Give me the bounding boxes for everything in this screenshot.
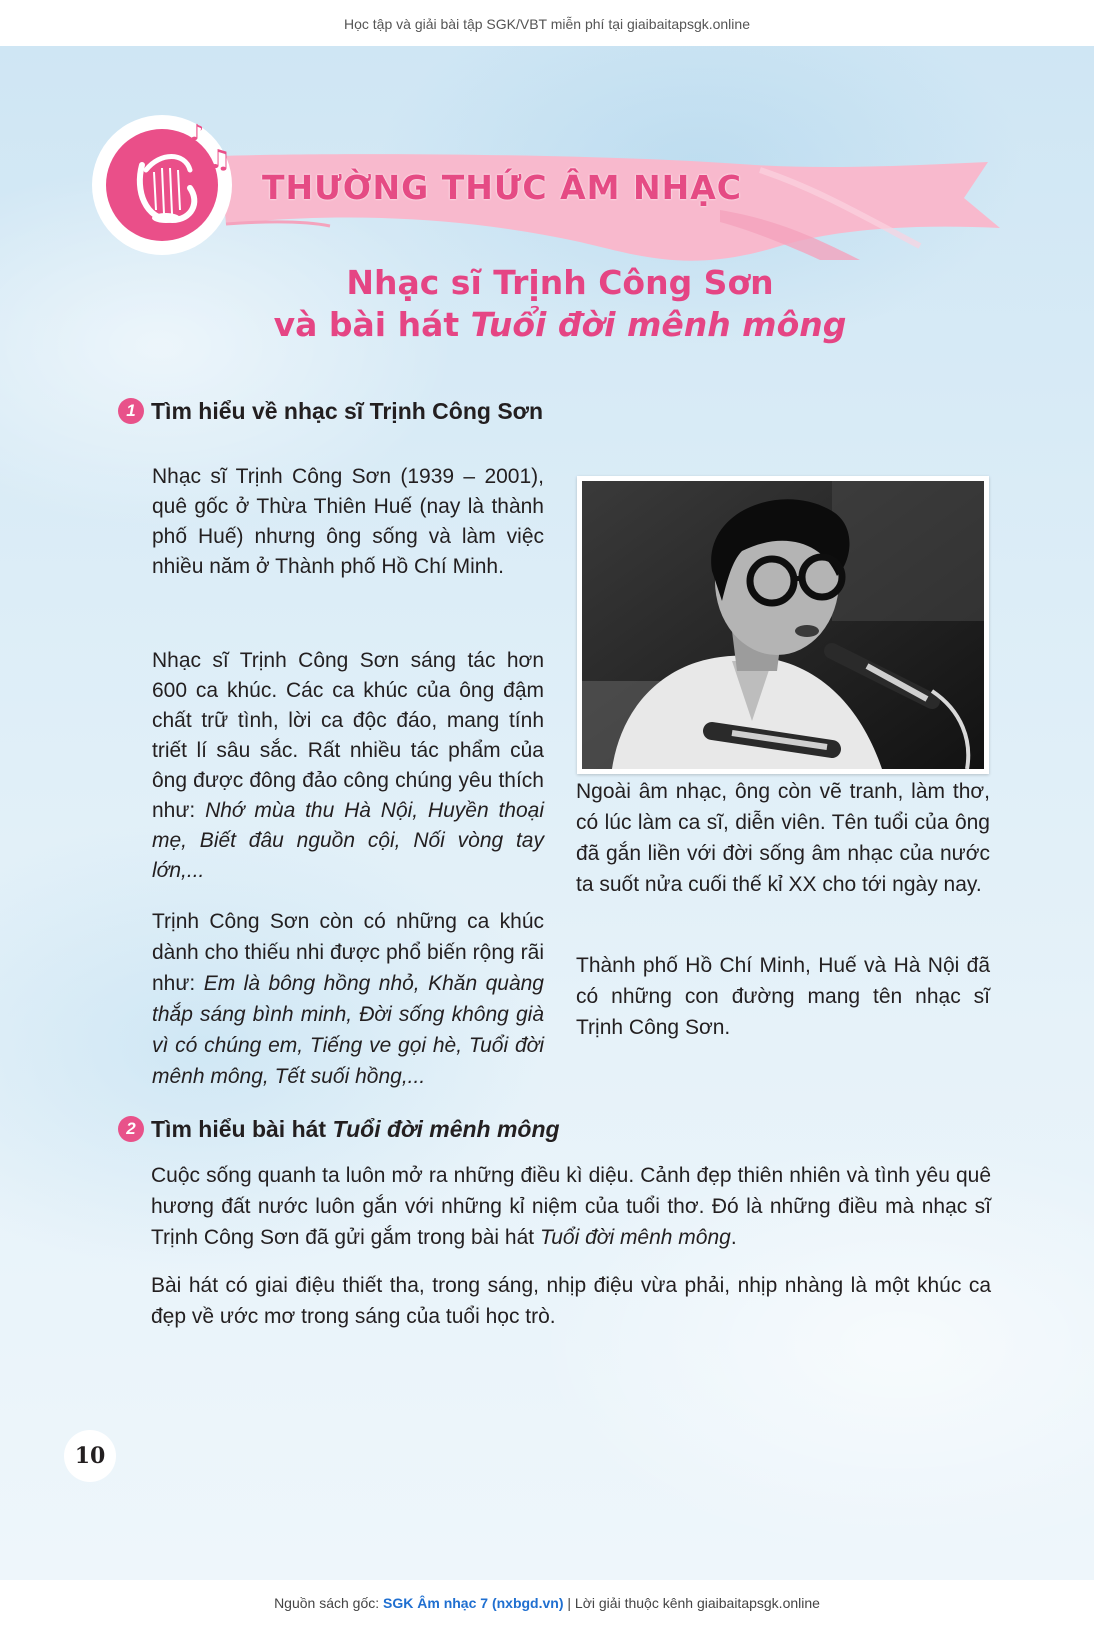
- music-lyre-icon: [90, 110, 240, 260]
- section1-p3-text: Trịnh Công Sơn còn có những ca khúc dành cho thiếu nhi được phổ biến rộng rãi như:: [152, 910, 544, 995]
- textbook-page: [0, 46, 1094, 1580]
- section1-paragraph-4: Ngoài âm nhạc, ông còn vẽ tranh, làm thơ, có lúc làm ca sĩ, diễn viên. Tên tuổi của ông đã gắn liền với đời sống âm nhạc của nước ta suốt nửa cuối thế kỉ XX cho tới ngày nay.: [576, 780, 990, 896]
- section2-number-badge: 2: [118, 1116, 144, 1142]
- section2-title-prefix: Tìm hiểu bài hát: [151, 1116, 333, 1142]
- section2-p1-end: .: [730, 1226, 737, 1249]
- section1-p2-text: Nhạc sĩ Trịnh Công Sơn sáng tác hơn 600 ca khúc. Các ca khúc của ông đậm chất trữ tình, lời ca độc đáo, mang tính triết lí sâu sắc. Rất nhiều tác phẩm của ông được đông đảo công chúng yêu thích như:: [152, 649, 544, 822]
- section1-paragraph-1: Nhạc sĩ Trịnh Công Sơn (1939 – 2001), quê gốc ở Thừa Thiên Huế (nay là thành phố Huế) nhưng ông sống và làm việc nhiều năm ở Thành phố Hồ Chí Minh.: [152, 465, 544, 578]
- page-number: 10: [64, 1430, 116, 1482]
- section1-heading: [118, 398, 543, 426]
- section1-p2-songs: Nhớ mùa thu Hà Nội, Huyền thoại mẹ, Biết đâu nguồn cội, Nối vòng tay lớn,...: [152, 799, 544, 882]
- section1-paragraph-5: Thành phố Hồ Chí Minh, Huế và Hà Nội đã có những con đường mang tên nhạc sĩ Trịnh Công Sơn.: [576, 954, 990, 1039]
- section2-heading: [118, 1116, 560, 1144]
- lesson-title-line1: Nhạc sĩ Trịnh Công Sơn: [346, 263, 774, 302]
- section1-p3-songs: Em là bông hồng nhỏ, Khăn quàng thắp sáng bình minh, Đời sống không già vì có chúng em, Tiếng ve gọi hè, Tuổi đời mênh mông, Tết suối hồng,...: [152, 972, 544, 1088]
- header-note: Học tập và giải bài tập SGK/VBT miễn phí tại giaibaitapsgk.online: [0, 0, 1094, 46]
- banner-title: THƯỜNG THỨC ÂM NHẠC: [262, 168, 742, 207]
- footer-note: [0, 1580, 1094, 1626]
- footer-suffix: | Lời giải thuộc kênh giaibaitapsgk.online: [563, 1595, 820, 1611]
- section1-title: Tìm hiểu về nhạc sĩ Trịnh Công Sơn: [151, 398, 544, 424]
- section2-title-song: Tuổi đời mênh mông: [332, 1116, 560, 1142]
- svg-text:♫: ♫: [208, 145, 232, 175]
- section2-p1-song: Tuổi đời mênh mông: [539, 1226, 731, 1249]
- section2-paragraph-1: [151, 1160, 991, 1253]
- lesson-title-song: Tuổi đời mênh mông: [470, 305, 847, 344]
- lesson-title-prefix: và bài hát: [273, 305, 471, 344]
- portrait-image: [582, 481, 984, 769]
- svg-text:♪: ♪: [190, 121, 205, 146]
- lesson-title-line2: [160, 304, 960, 346]
- footer-prefix: Nguồn sách gốc:: [274, 1595, 384, 1611]
- portrait-photo: [577, 476, 989, 774]
- lesson-title: [160, 262, 960, 346]
- section1-paragraph-2: [152, 646, 544, 886]
- footer-source-link[interactable]: SGK Âm nhạc 7 (nxbgd.vn): [383, 1595, 564, 1611]
- section2-paragraph-2: Bài hát có giai điệu thiết tha, trong sáng, nhịp điệu vừa phải, nhịp nhàng là một khúc ca đẹp về ước mơ trong sáng của tuổi học trò.: [151, 1274, 991, 1328]
- section1-paragraph-3: [152, 906, 544, 1092]
- section1-number-badge: 1: [118, 398, 144, 424]
- section2-p1-text: Cuộc sống quanh ta luôn mở ra những điều kì diệu. Cảnh đẹp thiên nhiên và tình yêu quê hương đất nước luôn gắn với những kỉ niệm của tuổi thơ. Đó là những điều mà nhạc sĩ Trịnh Công Sơn đã gửi gắm trong bài hát: [151, 1164, 991, 1249]
